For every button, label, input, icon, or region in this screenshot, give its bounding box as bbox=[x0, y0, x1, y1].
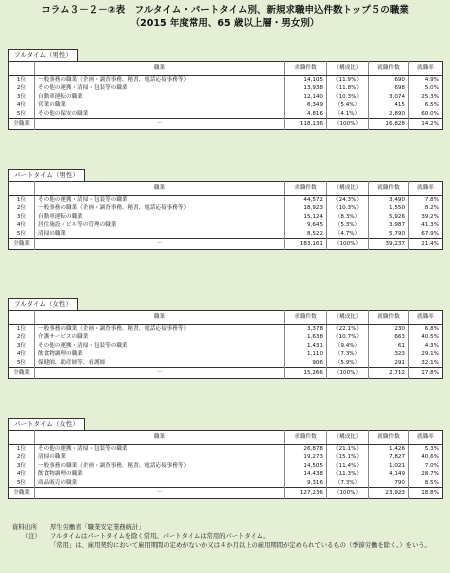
rank-cell: 3位 bbox=[16, 342, 27, 349]
share-value: 5.9% bbox=[340, 359, 355, 366]
header-placements: 就職件数 bbox=[369, 62, 409, 76]
share-cell: （9.4%） bbox=[327, 342, 369, 350]
rank-cell: 2位 bbox=[16, 334, 27, 341]
share-cell: （7.3%） bbox=[327, 479, 369, 488]
rank-cell: 4位 bbox=[16, 102, 27, 109]
total-placements-cell: 39,237 bbox=[369, 239, 409, 250]
total-placements-cell: 2,712 bbox=[369, 368, 409, 379]
rank-cell: 4位 bbox=[16, 222, 27, 229]
placements-cell: 663 bbox=[369, 333, 409, 341]
table-section bbox=[8, 411, 442, 499]
rank-cell: 5位 bbox=[16, 230, 27, 237]
occupation-table bbox=[8, 61, 443, 130]
table-row bbox=[9, 221, 443, 229]
share-cell: （24.3%） bbox=[327, 196, 369, 205]
occupation-cell: 一般事務の職業（企画・調査事務、秘書、電話応接事務等） bbox=[35, 76, 285, 85]
rank-cell: 3位 bbox=[16, 93, 27, 100]
share-value: 7.3% bbox=[340, 351, 355, 358]
placement-rate-cell: 5.0% bbox=[409, 84, 443, 92]
title-line-2: （2015 年度常用、65 歳以上層・男女別） bbox=[130, 18, 320, 29]
rank-cell: 1位 bbox=[16, 326, 27, 332]
share-cell: （5.4%） bbox=[327, 101, 369, 109]
table-row bbox=[9, 445, 443, 454]
rank-cell: 5位 bbox=[16, 359, 27, 366]
table-header-row bbox=[9, 311, 443, 325]
applications-cell: 14,105 bbox=[285, 76, 327, 85]
table-row bbox=[9, 213, 443, 221]
placement-rate-cell: 25.3% bbox=[409, 93, 443, 101]
share-value: 11.3% bbox=[338, 471, 357, 478]
document-title bbox=[0, 4, 450, 30]
table-row bbox=[9, 101, 443, 109]
total-share-cell: （100%） bbox=[327, 239, 369, 250]
applications-cell: 18,923 bbox=[285, 204, 327, 212]
share-cell: （5.3%） bbox=[327, 221, 369, 229]
applications-cell: 13,938 bbox=[285, 84, 327, 92]
applications-cell: 19,273 bbox=[285, 453, 327, 461]
occupation-cell: 自動車運転の職業 bbox=[35, 93, 285, 101]
placement-rate-cell: 39.2% bbox=[409, 213, 443, 221]
header-occupation: 職業 bbox=[35, 431, 285, 445]
occupation-cell: その他の運搬・清掃・包装等の職業 bbox=[35, 84, 285, 92]
share-cell: （15.1%） bbox=[327, 453, 369, 461]
header-placement-rate: 就職率 bbox=[409, 62, 443, 76]
applications-cell: 14,505 bbox=[285, 462, 327, 470]
occupation-cell: 自動車運転の職業 bbox=[35, 213, 285, 221]
applications-cell: 6,349 bbox=[285, 101, 327, 109]
header-placement-rate: 就職率 bbox=[409, 182, 443, 196]
total-placements-cell: 16,828 bbox=[369, 119, 409, 130]
placements-cell: 7,827 bbox=[369, 453, 409, 461]
occupation-cell: 一般事務の職業（企画・調査事務、秘書、電話応接事務等） bbox=[35, 204, 285, 212]
rank-cell: 1位 bbox=[16, 446, 27, 452]
table-row bbox=[9, 333, 443, 341]
rank-cell: 5位 bbox=[16, 110, 27, 117]
table-row bbox=[9, 453, 443, 461]
table-row bbox=[9, 230, 443, 239]
header-rank-cell bbox=[9, 62, 35, 76]
placements-cell: 1,426 bbox=[369, 445, 409, 454]
share-cell: （11.8%） bbox=[327, 84, 369, 92]
placement-rate-cell: 7.8% bbox=[409, 196, 443, 205]
share-value: 100% bbox=[339, 241, 356, 248]
table-row bbox=[9, 342, 443, 350]
share-value: 22.1% bbox=[338, 326, 357, 332]
placement-rate-cell: 8.2% bbox=[409, 204, 443, 212]
placements-cell: 291 bbox=[369, 359, 409, 368]
share-cell: （5.9%） bbox=[327, 359, 369, 368]
share-cell: （4.1%） bbox=[327, 110, 369, 119]
table-row bbox=[9, 196, 443, 205]
table-row bbox=[9, 204, 443, 212]
occupation-table bbox=[8, 310, 443, 379]
section-label: パートタイム（女性） bbox=[8, 418, 85, 430]
table-header-row bbox=[9, 62, 443, 76]
share-value: 11.4% bbox=[338, 462, 357, 469]
rank-cell: 3位 bbox=[16, 213, 27, 220]
occupation-cell: その他の保安の職業 bbox=[35, 110, 285, 119]
applications-cell: 44,572 bbox=[285, 196, 327, 205]
share-value: 10.7% bbox=[338, 334, 357, 341]
header-placement-rate: 就職率 bbox=[409, 431, 443, 445]
share-cell: （11.3%） bbox=[327, 470, 369, 478]
section-label: フルタイム（女性） bbox=[8, 298, 78, 310]
share-value: 8.3% bbox=[340, 213, 355, 220]
total-share-cell: （100%） bbox=[327, 488, 369, 499]
table-row bbox=[9, 84, 443, 92]
table-row bbox=[9, 350, 443, 358]
occupation-cell: 飲食物調理の職業 bbox=[35, 470, 285, 478]
applications-cell: 15,124 bbox=[285, 213, 327, 221]
rank-cell: 3位 bbox=[16, 462, 27, 469]
placement-rate-cell: 67.9% bbox=[409, 230, 443, 239]
share-cell: （4.7%） bbox=[327, 230, 369, 239]
total-occupation-cell: － bbox=[35, 119, 285, 130]
source-value: 厚生労働省「職業安定業務統計」 bbox=[50, 524, 145, 531]
occupation-cell: 居住施設・ビル等の管理の職業 bbox=[35, 221, 285, 229]
header-rank-cell bbox=[9, 431, 35, 445]
total-applications-cell: 127,236 bbox=[285, 488, 327, 499]
share-value: 4.7% bbox=[340, 230, 355, 237]
share-value: 7.3% bbox=[340, 479, 355, 486]
share-value: 11.8% bbox=[338, 85, 357, 92]
placement-rate-cell: 4.3% bbox=[409, 342, 443, 350]
table-row bbox=[9, 325, 443, 334]
share-cell: （10.7%） bbox=[327, 333, 369, 341]
applications-cell: 1,431 bbox=[285, 342, 327, 350]
title-line-1: コラム３－２－②表 フルタイム・パートタイム別、新規求職申込件数トップ５の職業 bbox=[41, 5, 409, 16]
total-occupation-cell: － bbox=[35, 488, 285, 499]
placement-rate-cell: 60.0% bbox=[409, 110, 443, 119]
applications-cell: 9,316 bbox=[285, 479, 327, 488]
total-rate-cell: 18.8% bbox=[409, 488, 443, 499]
section-label: フルタイム（男性） bbox=[8, 49, 78, 61]
occupation-cell: 一般事務の職業（企画・調査事務、秘書、電話応接事務等） bbox=[35, 325, 285, 334]
occupation-cell: その他の運搬・清掃・包装等の職業 bbox=[35, 196, 285, 205]
applications-cell: 1,638 bbox=[285, 333, 327, 341]
table-row bbox=[9, 479, 443, 488]
placements-cell: 1,021 bbox=[369, 462, 409, 470]
placements-cell: 690 bbox=[369, 76, 409, 85]
total-label-cell: 全職業 bbox=[9, 119, 35, 130]
total-row bbox=[9, 119, 443, 130]
total-row bbox=[9, 368, 443, 379]
share-cell: （22.1%） bbox=[327, 325, 369, 334]
share-value: 100% bbox=[339, 121, 356, 128]
placements-cell: 3,074 bbox=[369, 93, 409, 101]
total-occupation-cell: － bbox=[35, 239, 285, 250]
share-cell: （10.3%） bbox=[327, 93, 369, 101]
share-value: 15.1% bbox=[338, 454, 357, 461]
applications-cell: 906 bbox=[285, 359, 327, 368]
share-value: 5.4% bbox=[340, 102, 355, 109]
placements-cell: 61 bbox=[369, 342, 409, 350]
placement-rate-cell: 6.5% bbox=[409, 101, 443, 109]
placements-cell: 5,790 bbox=[369, 230, 409, 239]
placements-cell: 5,926 bbox=[369, 213, 409, 221]
total-label-cell: 全職業 bbox=[9, 368, 35, 379]
table-row bbox=[9, 462, 443, 470]
placements-cell: 1,550 bbox=[369, 204, 409, 212]
rank-cell: 1位 bbox=[16, 197, 27, 203]
applications-cell: 3,378 bbox=[285, 325, 327, 334]
total-applications-cell: 183,161 bbox=[285, 239, 327, 250]
header-applications: 求職件数 bbox=[285, 62, 327, 76]
table-header-row bbox=[9, 431, 443, 445]
source-key: 資料出所 bbox=[12, 524, 38, 531]
share-cell: （8.3%） bbox=[327, 213, 369, 221]
occupation-cell: 清掃の職業 bbox=[35, 453, 285, 461]
occupation-cell: 介護サービスの職業 bbox=[35, 333, 285, 341]
total-share-cell: （100%） bbox=[327, 368, 369, 379]
total-label-cell: 全職業 bbox=[9, 488, 35, 499]
placement-rate-cell: 7.0% bbox=[409, 462, 443, 470]
applications-cell: 14,438 bbox=[285, 470, 327, 478]
share-cell: （10.3%） bbox=[327, 204, 369, 212]
placements-cell: 230 bbox=[369, 325, 409, 334]
placement-rate-cell: 40.6% bbox=[409, 453, 443, 461]
share-cell: （7.3%） bbox=[327, 350, 369, 358]
rank-cell: 1位 bbox=[16, 77, 27, 83]
share-value: 4.1% bbox=[340, 110, 355, 117]
table-section bbox=[8, 42, 442, 130]
total-applications-cell: 118,136 bbox=[285, 119, 327, 130]
header-placements: 就職件数 bbox=[369, 182, 409, 196]
rank-cell: 2位 bbox=[16, 205, 27, 212]
applications-cell: 8,522 bbox=[285, 230, 327, 239]
note-key: （注） bbox=[22, 533, 41, 541]
share-cell: （11.9%） bbox=[327, 76, 369, 85]
header-applications: 求職件数 bbox=[285, 182, 327, 196]
placements-cell: 4,149 bbox=[369, 470, 409, 478]
placements-cell: 2,890 bbox=[369, 110, 409, 119]
header-occupation: 職業 bbox=[35, 62, 285, 76]
placements-cell: 698 bbox=[369, 84, 409, 92]
header-rank-cell bbox=[9, 311, 35, 325]
occupation-cell: その他の運搬・清掃・包装等の職業 bbox=[35, 342, 285, 350]
total-label-cell: 全職業 bbox=[9, 239, 35, 250]
placements-cell: 323 bbox=[369, 350, 409, 358]
rank-cell: 2位 bbox=[16, 85, 27, 92]
total-rate-cell: 21.4% bbox=[409, 239, 443, 250]
table-row bbox=[9, 110, 443, 119]
header-rank-cell bbox=[9, 182, 35, 196]
share-value: 10.3% bbox=[338, 93, 357, 100]
placement-rate-cell: 32.1% bbox=[409, 359, 443, 368]
header-share: （構成比） bbox=[327, 311, 369, 325]
total-share-cell: （100%） bbox=[327, 119, 369, 130]
share-value: 100% bbox=[339, 490, 356, 497]
header-placements: 就職件数 bbox=[369, 311, 409, 325]
placements-cell: 3,490 bbox=[369, 196, 409, 205]
table-section bbox=[8, 162, 442, 250]
applications-cell: 26,878 bbox=[285, 445, 327, 454]
share-value: 5.3% bbox=[340, 222, 355, 229]
section-label: パートタイム（男性） bbox=[8, 169, 85, 181]
header-share: （構成比） bbox=[327, 62, 369, 76]
share-value: 24.3% bbox=[338, 197, 357, 203]
total-rate-cell: 17.8% bbox=[409, 368, 443, 379]
table-row bbox=[9, 470, 443, 478]
table-row bbox=[9, 359, 443, 368]
header-placements: 就職件数 bbox=[369, 431, 409, 445]
placement-rate-cell: 5.3% bbox=[409, 445, 443, 454]
header-applications: 求職件数 bbox=[285, 431, 327, 445]
header-applications: 求職件数 bbox=[285, 311, 327, 325]
rank-cell: 4位 bbox=[16, 471, 27, 478]
total-occupation-cell: － bbox=[35, 368, 285, 379]
placement-rate-cell: 40.5% bbox=[409, 333, 443, 341]
occupation-table bbox=[8, 430, 443, 499]
placements-cell: 3,987 bbox=[369, 221, 409, 229]
occupation-cell: 清掃の職業 bbox=[35, 230, 285, 239]
placement-rate-cell: 4.9% bbox=[409, 76, 443, 85]
placement-rate-cell: 8.5% bbox=[409, 479, 443, 488]
total-row bbox=[9, 239, 443, 250]
header-placement-rate: 就職率 bbox=[409, 311, 443, 325]
placement-rate-cell: 41.3% bbox=[409, 221, 443, 229]
total-row bbox=[9, 488, 443, 499]
occupation-table bbox=[8, 181, 443, 250]
applications-cell: 9,645 bbox=[285, 221, 327, 229]
share-value: 21.1% bbox=[338, 446, 357, 452]
applications-cell: 1,110 bbox=[285, 350, 327, 358]
placement-rate-cell: 6.8% bbox=[409, 325, 443, 334]
total-applications-cell: 15,266 bbox=[285, 368, 327, 379]
table-header-row bbox=[9, 182, 443, 196]
occupation-cell: 保健師、助産師等、看護師 bbox=[35, 359, 285, 368]
note-line-1: フルタイムはパートタイムを除く常用。パートタイムは常用的パートタイム。 bbox=[50, 533, 270, 541]
table-section bbox=[8, 291, 442, 379]
placement-rate-cell: 29.1% bbox=[409, 350, 443, 358]
placements-cell: 415 bbox=[369, 101, 409, 109]
occupation-cell: 一般事務の職業（企画・調査事務、秘書、電話応接事務等） bbox=[35, 462, 285, 470]
placement-rate-cell: 28.7% bbox=[409, 470, 443, 478]
header-share: （構成比） bbox=[327, 182, 369, 196]
header-share: （構成比） bbox=[327, 431, 369, 445]
occupation-cell: 営業の職業 bbox=[35, 101, 285, 109]
occupation-cell: 飲食物調理の職業 bbox=[35, 350, 285, 358]
share-value: 11.9% bbox=[338, 77, 357, 83]
total-placements-cell: 23,923 bbox=[369, 488, 409, 499]
rank-cell: 4位 bbox=[16, 351, 27, 358]
rank-cell: 2位 bbox=[16, 454, 27, 461]
notes bbox=[12, 523, 442, 551]
table-row bbox=[9, 76, 443, 85]
placements-cell: 790 bbox=[369, 479, 409, 488]
rank-cell: 5位 bbox=[16, 479, 27, 486]
header-occupation: 職業 bbox=[35, 311, 285, 325]
share-value: 100% bbox=[339, 370, 356, 377]
header-occupation: 職業 bbox=[35, 182, 285, 196]
share-cell: （11.4%） bbox=[327, 462, 369, 470]
applications-cell: 12,140 bbox=[285, 93, 327, 101]
share-value: 9.4% bbox=[340, 342, 355, 349]
applications-cell: 4,816 bbox=[285, 110, 327, 119]
share-cell: （21.1%） bbox=[327, 445, 369, 454]
table-row bbox=[9, 93, 443, 101]
total-rate-cell: 14.2% bbox=[409, 119, 443, 130]
occupation-cell: 商品販売の職業 bbox=[35, 479, 285, 488]
note-line-2: 「常用」は、雇用契約において雇用期間の定めがないか又は４か月以上の雇用期間が定められているもの（季節労働を除く。）をいう。 bbox=[50, 542, 431, 550]
share-value: 10.3% bbox=[338, 205, 357, 212]
occupation-cell: その他の運搬・清掃・包装等の職業 bbox=[35, 445, 285, 454]
